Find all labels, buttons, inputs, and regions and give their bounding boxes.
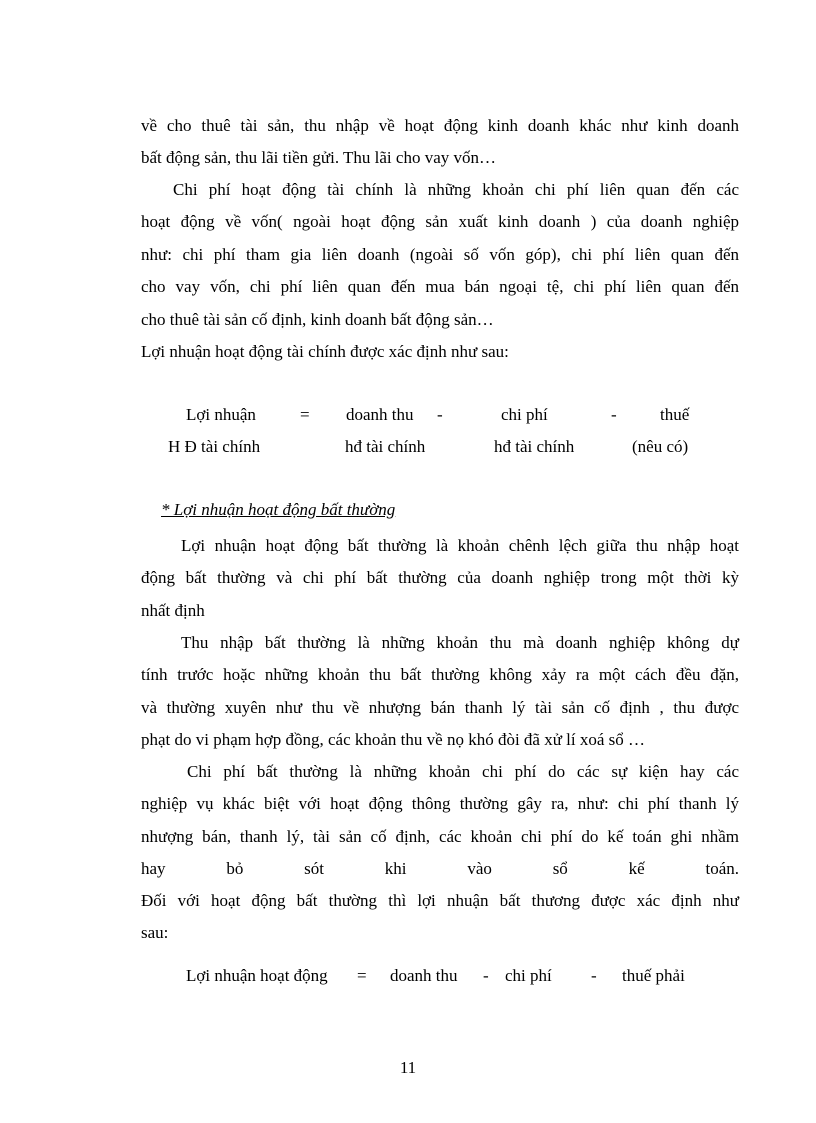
formula-term: thuế phải	[622, 966, 685, 985]
formula-term: doanh thu	[346, 405, 414, 424]
formula-term: chi phí	[505, 966, 552, 985]
text-line: Đối với hoạt động bất thường thì lợi nhuận bất thương được xác định như	[141, 891, 739, 910]
page-number: 11	[399, 1058, 417, 1077]
paragraph-income-continued	[141, 110, 739, 175]
formula-operator: =	[357, 966, 367, 985]
formula-term: chi phí	[501, 405, 548, 424]
formula-operator: -	[483, 966, 489, 985]
text-line: Chi phí hoạt động tài chính là những khoản chi phí liên quan đến các	[173, 180, 739, 199]
text-line: Thu nhập bất thường là những khoản thu mà doanh nghiệp không dự	[181, 633, 739, 652]
formula-operator: -	[591, 966, 597, 985]
formula-term: hđ tài chính	[494, 437, 575, 456]
formula-operator: =	[300, 405, 310, 424]
text-line: cho thuê tài sản cố định, kinh doanh bất động sản…	[141, 309, 494, 329]
section-heading: * Lợi nhuận hoạt động bất thường	[161, 500, 396, 519]
text-line: sau:	[141, 923, 169, 943]
text-line: bất động sản, thu lãi tiền gửi. Thu lãi cho vay vốn…	[141, 148, 496, 168]
formula-term: (nêu có)	[632, 437, 689, 456]
formula-term: thuế	[660, 405, 690, 424]
text-line: tính trước hoặc những khoản thu bất thường không xảy ra một cách đều đặn,	[141, 665, 739, 685]
text-line: động bất thường và chi phí bất thường của doanh nghiệp trong một thời kỳ	[141, 568, 739, 588]
text-line: như: chi phí tham gia liên doanh (ngoài số vốn góp), chi phí liên quan đến	[141, 244, 739, 264]
formula-term: hđ tài chính	[345, 437, 426, 456]
paragraph-extraordinary-profit-intro	[141, 885, 739, 950]
text-line: hoạt động về vốn( ngoài hoạt động sản xuất kinh doanh ) của doanh nghiệp	[141, 212, 739, 232]
text-line: phạt do vi phạm hợp đồng, các khoản thu về nọ khó đòi đã xử lí xoá sổ …	[141, 730, 646, 750]
paragraph-financial-expenses	[141, 174, 739, 336]
formula-term: doanh thu	[390, 966, 458, 985]
paragraph-extraordinary-profit	[141, 530, 739, 627]
formula-term: Lợi nhuận	[186, 405, 256, 424]
formula-operator: -	[611, 405, 617, 424]
paragraph-extraordinary-expenses	[141, 756, 739, 886]
text-line: Lợi nhuận hoạt động tài chính được xác định như sau:	[141, 342, 509, 361]
formula-operator: -	[437, 405, 443, 424]
text-line: nghiệp vụ khác biệt với hoạt động thông thường gây ra, như: chi phí thanh lý	[141, 794, 739, 814]
text-line: về cho thuê tài sản, thu nhập về hoạt động kinh doanh khác như kinh doanh	[141, 116, 739, 135]
text-line: nhất định	[141, 600, 205, 620]
formula-term: Lợi nhuận hoạt động	[186, 966, 328, 985]
text-line: hay bỏ sót khi vào sổ kế toán.	[141, 859, 739, 879]
text-line: và thường xuyên như thu về nhượng bán thanh lý tài sản cố định , thu được	[141, 697, 739, 717]
text-line: Lợi nhuận hoạt động bất thường là khoản chênh lệch giữa thu nhập hoạt	[181, 536, 739, 555]
text-line: nhượng bán, thanh lý, tài sản cố định, các khoản chi phí do kế toán ghi nhầm	[141, 826, 739, 846]
text-line: Chi phí bất thường là những khoản chi phí do các sự kiện hay các	[187, 762, 739, 781]
text-line: cho vay vốn, chi phí liên quan đến mua bán ngoại tệ, chi phí liên quan đến	[141, 277, 739, 297]
formula-term: H Đ tài chính	[168, 437, 261, 456]
paragraph-extraordinary-income	[141, 627, 739, 757]
paragraph-financial-profit-intro	[141, 336, 739, 368]
